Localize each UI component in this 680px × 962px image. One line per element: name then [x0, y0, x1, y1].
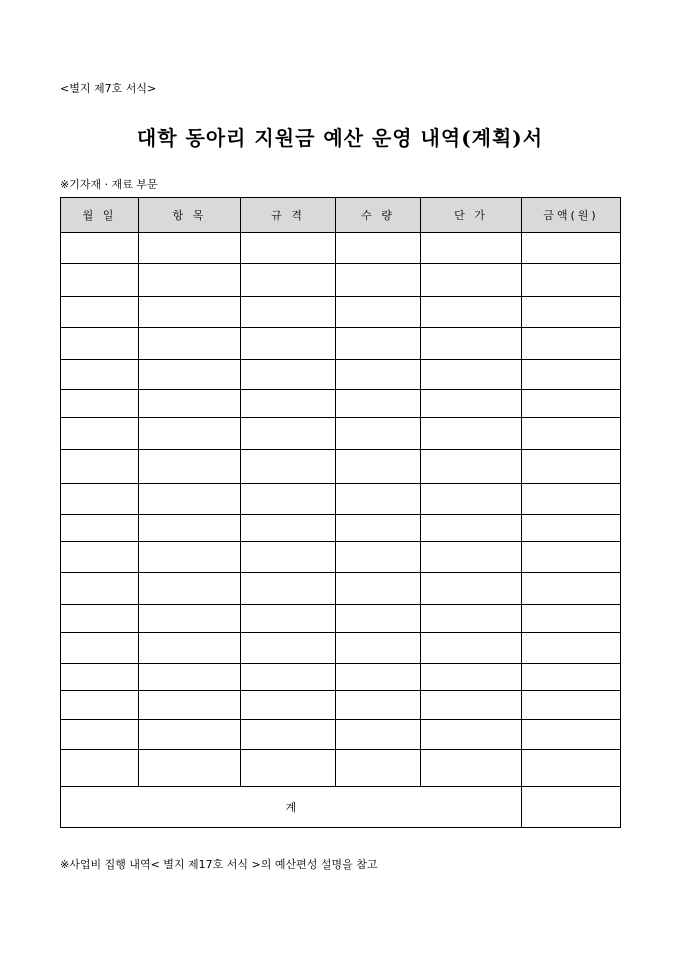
table-row: [61, 484, 621, 515]
header-quantity: 수 량: [336, 198, 421, 233]
cell-item[interactable]: [139, 720, 241, 750]
cell-item[interactable]: [139, 605, 241, 633]
cell-amount[interactable]: [522, 515, 621, 542]
cell-spec[interactable]: [241, 515, 336, 542]
document-title: 대학 동아리 지원금 예산 운영 내역(계획)서: [136, 126, 544, 150]
cell-date[interactable]: [61, 390, 139, 418]
cell-amount[interactable]: [522, 264, 621, 297]
cell-item[interactable]: [139, 515, 241, 542]
cell-date[interactable]: [61, 297, 139, 328]
footer-note: ※사업비 집행 내역< 별지 제17호 서식 >의 예산편성 설명을 참고: [60, 858, 378, 871]
cell-unit-price[interactable]: [421, 484, 522, 515]
cell-unit-price[interactable]: [421, 750, 522, 787]
cell-date[interactable]: [61, 264, 139, 297]
cell-date[interactable]: [61, 605, 139, 633]
cell-amount[interactable]: [522, 750, 621, 787]
cell-quantity[interactable]: [336, 450, 421, 484]
cell-item[interactable]: [139, 664, 241, 691]
table-row: [61, 720, 621, 750]
table-body: [61, 233, 621, 828]
cell-date[interactable]: [61, 691, 139, 720]
cell-item[interactable]: [139, 691, 241, 720]
cell-date[interactable]: [61, 664, 139, 691]
cell-date[interactable]: [61, 515, 139, 542]
cell-amount[interactable]: [522, 418, 621, 450]
cell-spec[interactable]: [241, 720, 336, 750]
cell-amount[interactable]: [522, 484, 621, 515]
cell-spec[interactable]: [241, 360, 336, 390]
header-spec: 규 격: [241, 198, 336, 233]
table-row: [61, 264, 621, 297]
cell-unit-price[interactable]: [421, 720, 522, 750]
cell-amount[interactable]: [522, 450, 621, 484]
cell-quantity[interactable]: [336, 633, 421, 664]
cell-amount[interactable]: [522, 720, 621, 750]
cell-unit-price[interactable]: [421, 390, 522, 418]
cell-spec[interactable]: [241, 573, 336, 605]
cell-spec[interactable]: [241, 691, 336, 720]
cell-unit-price[interactable]: [421, 450, 522, 484]
table-row: [61, 664, 621, 691]
table-row: [61, 750, 621, 787]
header-item: 항 목: [139, 198, 241, 233]
cell-unit-price[interactable]: [421, 297, 522, 328]
cell-amount[interactable]: [522, 633, 621, 664]
cell-quantity[interactable]: [336, 390, 421, 418]
total-row: [61, 787, 621, 828]
cell-amount[interactable]: [522, 691, 621, 720]
cell-spec[interactable]: [241, 390, 336, 418]
cell-quantity[interactable]: [336, 328, 421, 360]
cell-spec[interactable]: [241, 264, 336, 297]
cell-date[interactable]: [61, 233, 139, 264]
cell-quantity[interactable]: [336, 542, 421, 573]
cell-quantity[interactable]: [336, 573, 421, 605]
cell-spec[interactable]: [241, 542, 336, 573]
header-amount: 금액(원): [522, 198, 621, 233]
cell-item[interactable]: [139, 233, 241, 264]
cell-unit-price[interactable]: [421, 542, 522, 573]
header-date: 월 일: [61, 198, 139, 233]
cell-item[interactable]: [139, 418, 241, 450]
cell-unit-price[interactable]: [421, 633, 522, 664]
cell-quantity[interactable]: [336, 484, 421, 515]
cell-spec[interactable]: [241, 328, 336, 360]
table-row: [61, 450, 621, 484]
cell-date[interactable]: [61, 573, 139, 605]
table-row: [61, 360, 621, 390]
cell-amount[interactable]: [522, 573, 621, 605]
cell-spec[interactable]: [241, 297, 336, 328]
cell-item[interactable]: [139, 450, 241, 484]
table-header-row: [61, 198, 621, 233]
table-row: [61, 605, 621, 633]
table-row: [61, 418, 621, 450]
cell-quantity[interactable]: [336, 360, 421, 390]
cell-date[interactable]: [61, 360, 139, 390]
cell-quantity[interactable]: [336, 664, 421, 691]
cell-item[interactable]: [139, 390, 241, 418]
cell-amount[interactable]: [522, 297, 621, 328]
cell-item[interactable]: [139, 750, 241, 787]
total-label: 계: [61, 787, 522, 828]
cell-unit-price[interactable]: [421, 360, 522, 390]
cell-quantity[interactable]: [336, 418, 421, 450]
cell-spec[interactable]: [241, 633, 336, 664]
cell-item[interactable]: [139, 573, 241, 605]
table-row: [61, 633, 621, 664]
cell-quantity[interactable]: [336, 720, 421, 750]
cell-amount[interactable]: [522, 328, 621, 360]
cell-unit-price[interactable]: [421, 573, 522, 605]
cell-item[interactable]: [139, 328, 241, 360]
cell-amount[interactable]: [522, 605, 621, 633]
table-row: [61, 233, 621, 264]
cell-unit-price[interactable]: [421, 264, 522, 297]
cell-date[interactable]: [61, 418, 139, 450]
cell-item[interactable]: [139, 297, 241, 328]
table-row: [61, 691, 621, 720]
cell-unit-price[interactable]: [421, 664, 522, 691]
cell-item[interactable]: [139, 633, 241, 664]
cell-amount[interactable]: [522, 390, 621, 418]
cell-spec[interactable]: [241, 450, 336, 484]
table-row: [61, 573, 621, 605]
cell-amount[interactable]: [522, 233, 621, 264]
cell-quantity[interactable]: [336, 264, 421, 297]
total-amount-cell[interactable]: [522, 787, 621, 828]
cell-date[interactable]: [61, 328, 139, 360]
cell-unit-price[interactable]: [421, 605, 522, 633]
cell-date[interactable]: [61, 542, 139, 573]
section-note: ※기자재 · 재료 부문: [60, 178, 158, 191]
table-row: [61, 542, 621, 573]
cell-quantity[interactable]: [336, 605, 421, 633]
cell-date[interactable]: [61, 450, 139, 484]
cell-date[interactable]: [61, 750, 139, 787]
cell-amount[interactable]: [522, 542, 621, 573]
header-unit-price: 단 가: [421, 198, 522, 233]
cell-unit-price[interactable]: [421, 418, 522, 450]
cell-item[interactable]: [139, 484, 241, 515]
cell-amount[interactable]: [522, 664, 621, 691]
cell-unit-price[interactable]: [421, 515, 522, 542]
cell-date[interactable]: [61, 484, 139, 515]
cell-spec[interactable]: [241, 233, 336, 264]
cell-item[interactable]: [139, 542, 241, 573]
cell-item[interactable]: [139, 360, 241, 390]
cell-item[interactable]: [139, 264, 241, 297]
table-row: [61, 515, 621, 542]
cell-date[interactable]: [61, 720, 139, 750]
cell-amount[interactable]: [522, 360, 621, 390]
cell-unit-price[interactable]: [421, 328, 522, 360]
form-number-label: <별지 제7호 서식>: [60, 82, 157, 95]
cell-quantity[interactable]: [336, 750, 421, 787]
cell-spec[interactable]: [241, 605, 336, 633]
cell-quantity[interactable]: [336, 297, 421, 328]
cell-quantity[interactable]: [336, 515, 421, 542]
table-row: [61, 328, 621, 360]
cell-quantity[interactable]: [336, 691, 421, 720]
cell-date[interactable]: [61, 633, 139, 664]
cell-unit-price[interactable]: [421, 691, 522, 720]
cell-quantity[interactable]: [336, 233, 421, 264]
cell-spec[interactable]: [241, 418, 336, 450]
cell-unit-price[interactable]: [421, 233, 522, 264]
table-row: [61, 297, 621, 328]
cell-spec[interactable]: [241, 484, 336, 515]
cell-spec[interactable]: [241, 750, 336, 787]
table-row: [61, 390, 621, 418]
cell-spec[interactable]: [241, 664, 336, 691]
budget-table: [60, 197, 621, 828]
